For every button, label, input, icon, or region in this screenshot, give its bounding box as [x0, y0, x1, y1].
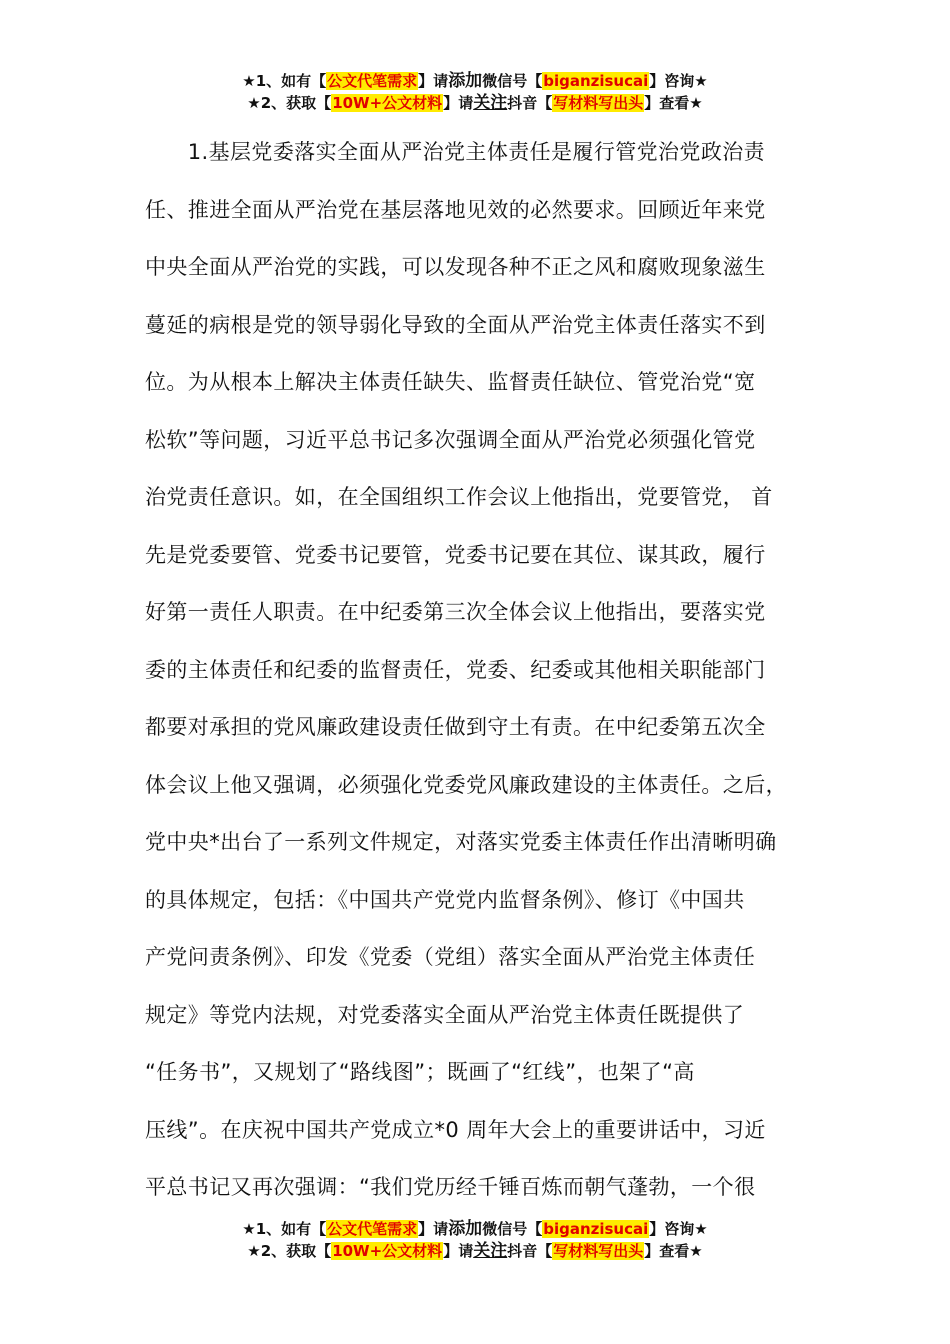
- document-body: [145, 124, 825, 1217]
- promo-highlight: 10W+公文材料: [332, 1242, 443, 1260]
- promo-text: 抖音【: [507, 94, 553, 112]
- text-line: 好第一责任人职责。在中纪委第三次全体会议上他指出，要落实党: [145, 600, 766, 624]
- promo-line-1: [0, 70, 950, 92]
- text-line: 先是党委要管、党委书记要管，党委书记要在其位、谋其政，履行: [145, 542, 766, 567]
- promo-emphasis: 关注: [473, 93, 508, 113]
- promo-line-2: [0, 92, 950, 114]
- promo-text: 】请: [443, 94, 474, 112]
- promo-highlight: 写材料写出头: [553, 1242, 644, 1260]
- text-line: 1.基层党委落实全面从严治党主体责任是履行管党治党政治责: [145, 140, 766, 164]
- promo-text: 】咨询★: [649, 1220, 708, 1238]
- promo-highlight: 10W+公文材料: [332, 94, 443, 112]
- promo-text: ★1、如有【: [242, 72, 327, 90]
- promo-text: 】查看★: [644, 94, 703, 112]
- promo-text: 微信号【: [482, 72, 543, 90]
- promo-text: 】查看★: [644, 1242, 703, 1260]
- promo-line-2: [0, 1240, 950, 1262]
- text-line: 党中央*出台了一系列文件规定，对落实党委主体责任作出清晰明确: [145, 830, 777, 854]
- promo-text: 微信号【: [482, 1220, 543, 1238]
- text-line: 的具体规定，包括：《中国共产党党内监督条例》、修订《中国共: [145, 887, 745, 912]
- promo-highlight: 写材料写出头: [553, 94, 644, 112]
- text-line: 蔓延的病根是党的领导弱化导致的全面从严治党主体责任落实不到: [145, 312, 766, 337]
- top-promo-banner: [0, 70, 950, 114]
- promo-text: ★2、获取【: [247, 94, 332, 112]
- text-line: 位。为从根本上解决主体责任缺失、监督责任缺位、管党治党“宽: [145, 370, 756, 394]
- text-line: 平总书记又再次强调：“我们党历经千锤百炼而朝气蓬勃，一个很: [145, 1175, 756, 1199]
- text-line: 体会议上他又强调，必须强化党委党风廉政建设的主体责任。之后，: [145, 772, 787, 797]
- text-line: 压线”。在庆祝中国共产党成立*0 周年大会上的重要讲话中，习近: [145, 1117, 766, 1142]
- promo-emphasis: 添加: [448, 1219, 483, 1239]
- text-line: 治党责任意识。如，在全国组织工作会议上他指出，党要管党， 首: [145, 485, 773, 509]
- text-line: 产党问责条例》、印发《党委（党组）落实全面从严治党主体责任: [145, 945, 756, 969]
- promo-text: 】请: [418, 72, 449, 90]
- promo-emphasis: 添加: [448, 71, 483, 91]
- promo-highlight: biganzisucai: [543, 1220, 649, 1238]
- text-line: 委的主体责任和纪委的监督责任，党委、纪委或其他相关职能部门: [145, 657, 766, 682]
- text-line: 中央全面从严治党的实践，可以发现各种不正之风和腐败现象滋生: [145, 255, 766, 279]
- bottom-promo-banner: [0, 1218, 950, 1262]
- promo-text: 抖音【: [507, 1242, 553, 1260]
- text-line: 任、推进全面从严治党在基层落地见效的必然要求。回顾近年来党: [145, 197, 766, 222]
- promo-line-1: [0, 1218, 950, 1240]
- text-line: 松软”等问题，习近平总书记多次强调全面从严治党必须强化管党: [145, 427, 756, 452]
- promo-text: 】请: [443, 1242, 474, 1260]
- text-line: 规定》等党内法规，对党委落实全面从严治党主体责任既提供了: [145, 1002, 745, 1027]
- promo-highlight: biganzisucai: [543, 72, 649, 90]
- promo-text: ★2、获取【: [247, 1242, 332, 1260]
- promo-text: 】请: [418, 1220, 449, 1238]
- promo-highlight: 公文代笔需求: [327, 72, 418, 90]
- promo-text: 】咨询★: [649, 72, 708, 90]
- promo-highlight: 公文代笔需求: [327, 1220, 418, 1238]
- text-line: “任务书”，又规划了“路线图”；既画了“红线”，也架了“高: [145, 1060, 695, 1084]
- promo-emphasis: 关注: [473, 1241, 508, 1261]
- text-line: 都要对承担的党风廉政建设责任做到守土有责。在中纪委第五次全: [145, 715, 766, 739]
- promo-text: ★1、如有【: [242, 1220, 327, 1238]
